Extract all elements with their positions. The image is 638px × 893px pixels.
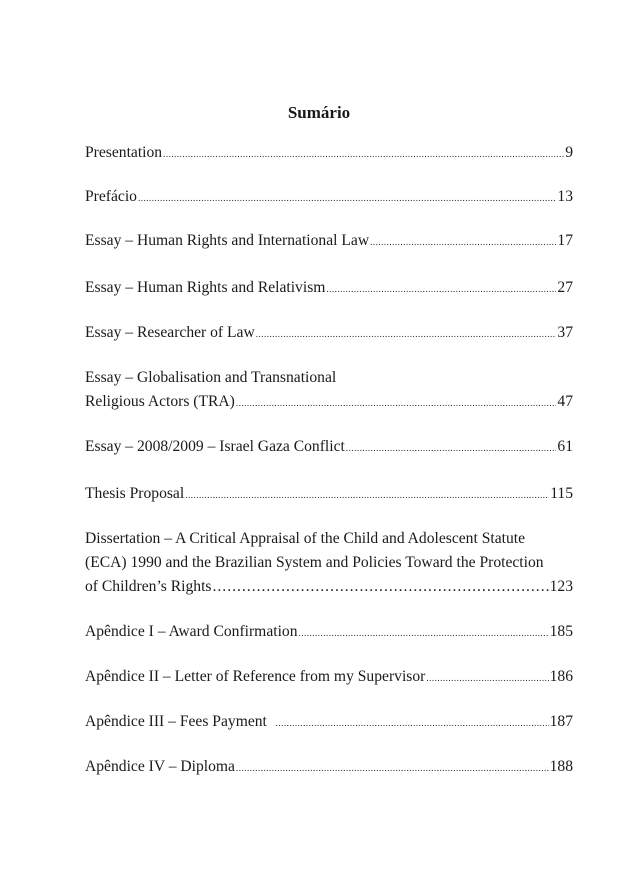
- toc-line: [85, 435, 573, 459]
- toc-line: [85, 390, 573, 414]
- toc-page-number: 123: [549, 578, 573, 595]
- toc-page-number: 186: [549, 668, 573, 685]
- dot-leader: [326, 277, 556, 301]
- toc-entry-essay-researcher: [85, 321, 573, 345]
- toc-page-number: 47: [557, 393, 573, 410]
- toc-entry-essay-globalisation: [85, 366, 573, 414]
- toc-entry-title: Essay – Researcher of Law: [85, 324, 255, 341]
- dot-leader: [426, 666, 548, 690]
- toc-page-number: 9: [565, 144, 573, 161]
- dot-leader: [185, 483, 549, 507]
- toc-page-number: 27: [557, 279, 573, 296]
- toc-entry-dissertation: [85, 527, 573, 599]
- toc-line: [85, 276, 573, 300]
- toc-entry-apendice-iv: [85, 755, 573, 779]
- toc-entry-title-line: Essay – Globalisation and Transnational: [85, 369, 337, 386]
- toc-entry-title: Essay – 2008/2009 – Israel Gaza Conflict: [85, 438, 345, 455]
- dot-leader: [370, 230, 556, 254]
- toc-entry-essay-relativism: [85, 276, 573, 300]
- dot-leader: [213, 575, 549, 599]
- toc-page-number: 187: [549, 713, 573, 730]
- toc-entry-title-line: Dissertation – A Critical Appraisal of the Child and Adolescent Statute: [85, 530, 526, 547]
- dot-leader: [346, 436, 557, 460]
- toc-line: [85, 575, 573, 599]
- toc-entry-title: Religious Actors (TRA): [85, 393, 235, 410]
- dot-leader: [138, 186, 556, 210]
- toc-entry-title: Apêndice IV – Diploma: [85, 758, 235, 775]
- toc-entry-title: Presentation: [85, 144, 163, 161]
- dot-leader: [256, 322, 557, 346]
- toc-line: [85, 321, 573, 345]
- dot-leader: [276, 711, 549, 735]
- toc-line: [85, 185, 573, 209]
- toc-entry-title-line: (ECA) 1990 and the Brazilian System and Policies Toward the Protection: [85, 554, 544, 571]
- dot-leader: [236, 391, 557, 415]
- toc-entry-apendice-ii: [85, 665, 573, 689]
- toc-page-number: 185: [549, 623, 573, 640]
- toc-line: [85, 229, 573, 253]
- toc-entry-title: Thesis Proposal: [85, 485, 185, 502]
- dot-leader: [163, 142, 564, 166]
- toc-entry-title: Essay – Human Rights and Relativism: [85, 279, 326, 296]
- toc-page-number: 17: [557, 232, 573, 249]
- toc-page-number: 188: [549, 758, 573, 775]
- toc-line: [85, 141, 573, 165]
- dot-leader: [299, 621, 549, 645]
- toc-page-number: 37: [557, 324, 573, 341]
- toc-line: [85, 482, 573, 506]
- toc-page-number: 61: [557, 438, 573, 455]
- toc-entry-thesis-proposal: [85, 482, 573, 506]
- dot-leader: [236, 756, 549, 780]
- toc-entry-title: Essay – Human Rights and International Law: [85, 232, 370, 249]
- toc-entry-title: Apêndice II – Letter of Reference from my Supervisor: [85, 668, 426, 685]
- toc-entry-apendice-iii: [85, 710, 573, 734]
- page-title: Sumário: [287, 103, 351, 122]
- toc-entry-title: Apêndice III – Fees Payment: [85, 713, 275, 730]
- toc-entry-title: of Children’s Rights: [85, 578, 212, 595]
- toc-page-number: 13: [557, 188, 573, 205]
- toc-entry-presentation: [85, 141, 573, 165]
- toc-line: [85, 620, 573, 644]
- toc-line: [85, 665, 573, 689]
- toc-entry-title: Prefácio: [85, 188, 137, 205]
- toc-line: [85, 710, 573, 734]
- toc-entry-title: Apêndice I – Award Confirmation: [85, 623, 298, 640]
- toc-entry-apendice-i: [85, 620, 573, 644]
- toc-entry-essay-international-law: [85, 229, 573, 253]
- toc-line: [85, 755, 573, 779]
- toc-entry-essay-gaza: [85, 435, 573, 459]
- toc-page-number: 115: [550, 485, 573, 502]
- toc-entry-prefacio: [85, 185, 573, 209]
